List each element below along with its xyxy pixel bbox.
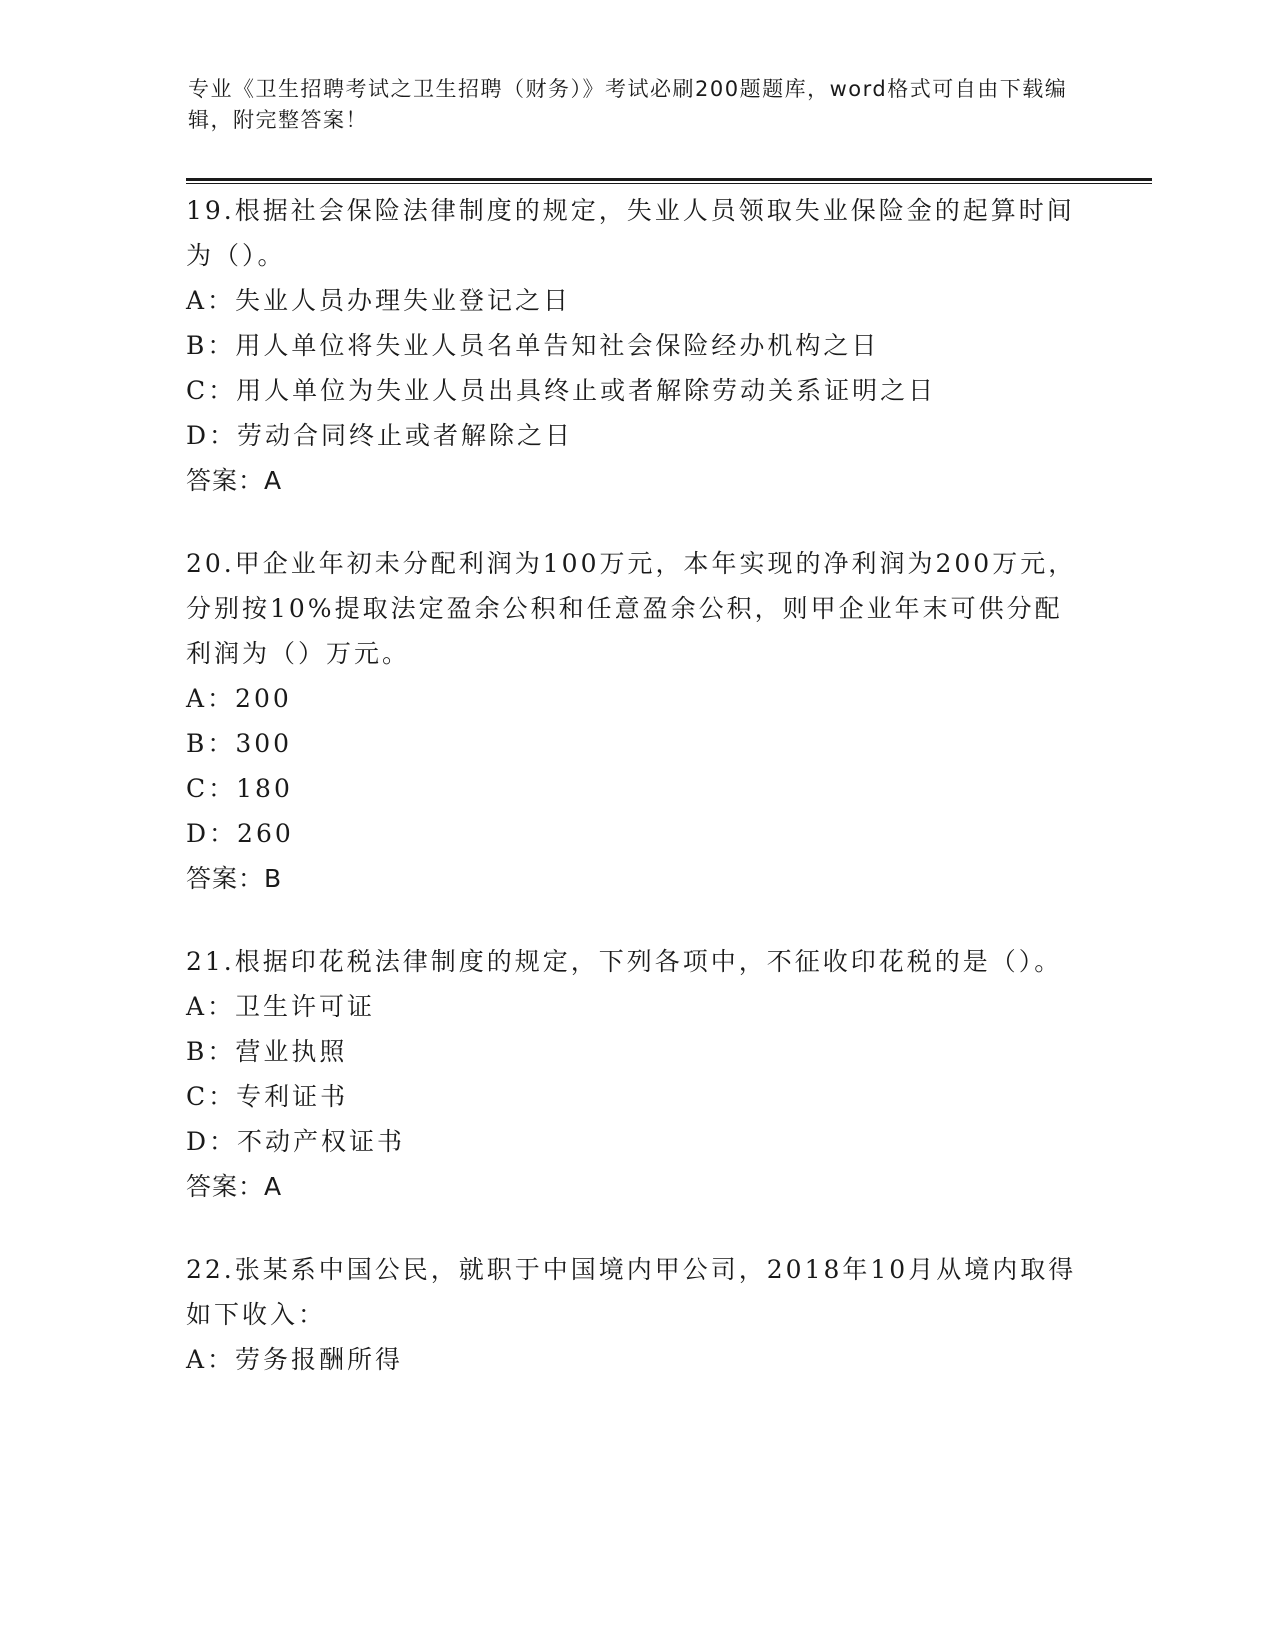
option-d: D：260 (186, 819, 294, 848)
option-d: D：不动产权证书 (186, 1127, 406, 1156)
option-c: C：用人单位为失业人员出具终止或者解除劳动关系证明之日 (186, 376, 937, 405)
question-list (186, 188, 1086, 1420)
question-19 (186, 188, 1086, 503)
option-a: A：劳务报酬所得 (186, 1345, 404, 1374)
question-22 (186, 1247, 1086, 1382)
header-divider-thick (186, 178, 1152, 181)
document-title: 专业《卫生招聘考试之卫生招聘（财务）》考试必刷200题题库，word格式可自由下载编辑，附完整答案！ (188, 77, 1068, 132)
question-stem: 19.根据社会保险法律制度的规定，失业人员领取失业保险金的起算时间为（）。 (186, 196, 1075, 270)
option-a: A：失业人员办理失业登记之日 (186, 286, 572, 315)
question-stem: 20.甲企业年初未分配利润为100万元，本年实现的净利润为200万元，分别按10%提取法定盈余公积和任意盈余公积，则甲企业年末可供分配利润为（）万元。 (186, 549, 1077, 668)
option-b: B：300 (186, 729, 293, 758)
answer: 答案：B (186, 864, 283, 893)
option-c: C：专利证书 (186, 1082, 349, 1111)
answer: 答案：A (186, 1172, 283, 1201)
option-b: B：营业执照 (186, 1037, 348, 1066)
question-stem: 22.张某系中国公民，就职于中国境内甲公司，2018年10月从境内取得如下收入： (186, 1255, 1077, 1329)
header-divider-thin (186, 183, 1152, 184)
option-a: A：卫生许可证 (186, 992, 376, 1021)
document-header (188, 74, 1078, 136)
answer: 答案：A (186, 466, 283, 495)
option-b: B：用人单位将失业人员名单告知社会保险经办机构之日 (186, 331, 880, 360)
option-c: C：180 (186, 774, 293, 803)
question-stem: 21.根据印花税法律制度的规定，下列各项中，不征收印花税的是（）。 (186, 947, 1063, 976)
question-20 (186, 541, 1086, 901)
question-21 (186, 939, 1086, 1209)
option-a: A：200 (186, 684, 292, 713)
option-d: D：劳动合同终止或者解除之日 (186, 421, 574, 450)
